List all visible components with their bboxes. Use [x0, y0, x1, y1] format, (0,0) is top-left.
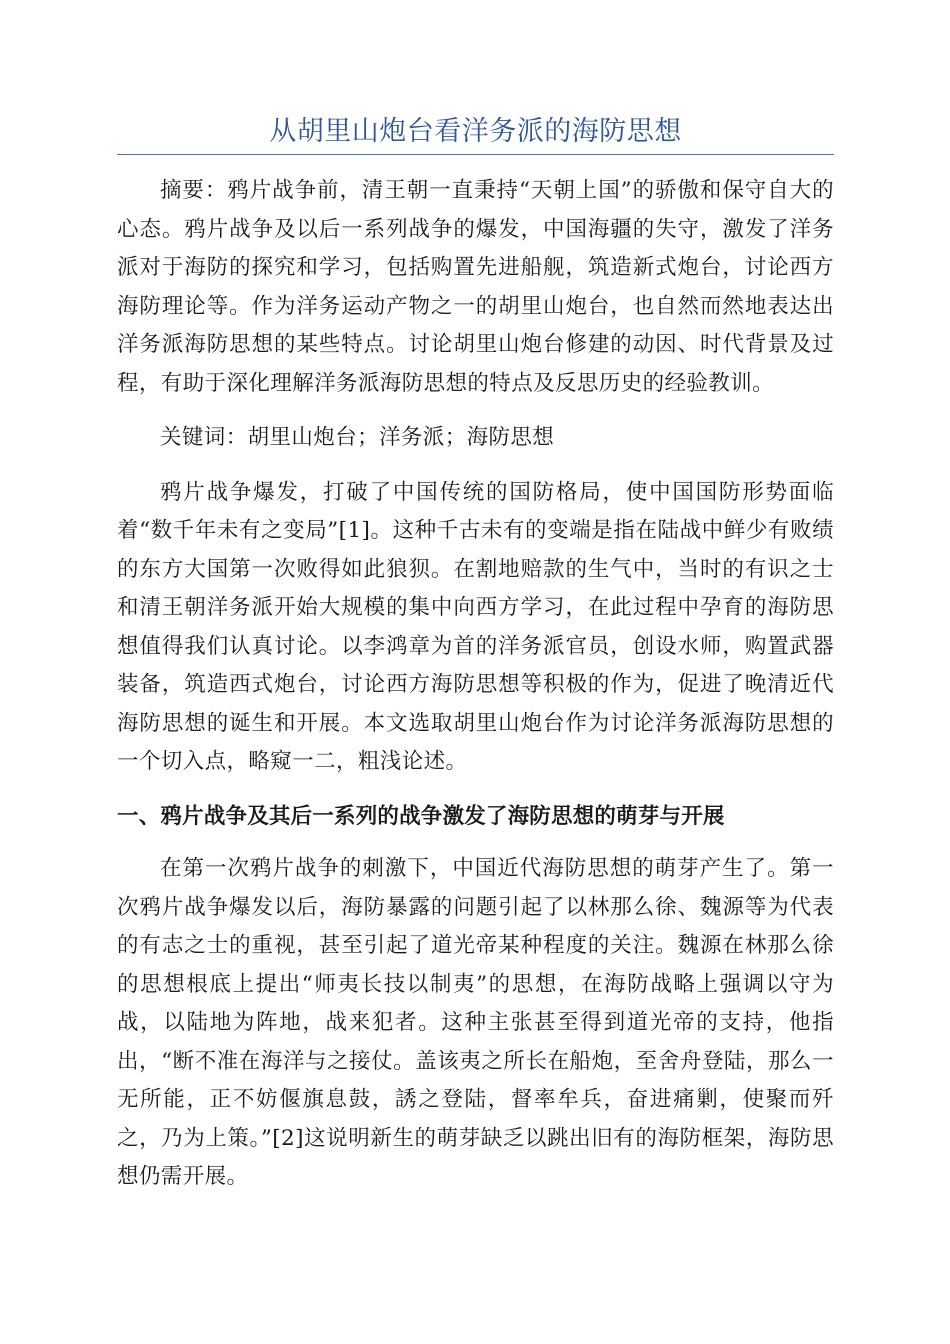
document-title: 从胡里山炮台看洋务派的海防思想 [269, 116, 682, 147]
document-body [117, 172, 834, 1213]
section-paragraph: 在第一次鸦片战争的刺激下，中国近代海防思想的萌芽产生了。第一次鸦片战争爆发以后，海防暴露的问题引起了以林那么徐、魏源等为代表的有志之士的重视，甚至引起了道光帝某种程度的关注。魏源在林那么徐的思想根底上提出“师夷长技以制夷”的思想，在海防战略上强调以守为战，以陆地为阵地，战来犯者。这种主张甚至得到道光帝的支持，他指出，“断不准在海洋与之接仗。盖该夷之所长在船炮，至舍舟登陆，那么一无所能，正不妨偃旗息鼓，誘之登陆，督率牟兵，奋进痛剿，使聚而歼之，乃为上策。”[2]这说明新生的萌芽缺乏以跳出旧有的海防框架，海防思想仍需开展。 [117, 856, 834, 1189]
title-underline [117, 154, 834, 155]
keywords-line: 关键词：胡里山炮台；洋务派；海防思想 [160, 425, 555, 450]
abstract-paragraph: 摘要：鸦片战争前，清王朝一直秉持“天朝上国”的骄傲和保守自大的心态。鸦片战争及以后一系列战争的爆发，中国海疆的失守，激发了洋务派对于海防的探究和学习，包括购置先进船舰，筑造新式炮台，讨论西方海防理论等。作为洋务运动产物之一的胡里山炮台，也自然而然地表达出洋务派海防思想的某些特点。讨论胡里山炮台修建的动因、时代背景及过程，有助于深化理解洋务派海防思想的特点及反思历史的经验教训。 [117, 178, 834, 396]
section-heading: 一、鸦片战争及其后一系列的战争激发了海防思想的萌芽与开展 [117, 803, 725, 829]
intro-paragraph: 鸦片战争爆发，打破了中国传统的国防格局，使中国国防形势面临着“数千年未有之变局”[1]。这种千古未有的变端是指在陆战中鲜少有败绩的东方大国第一次败得如此狼狈。在割地赔款的生气中，当时的有识之士和清王朝洋务派开始大规模的集中向西方学习，在此过程中孕育的海防思想值得我们认真讨论。以李鸿章为首的洋务派官员，创设水师，购置武器装备，筑造西式炮台，讨论西方海防思想等积极的作为，促进了晚清近代海防思想的诞生和开展。本文选取胡里山炮台作为讨论洋务派海防思想的一个切入点，略窥一二，粗浅论述。 [117, 479, 834, 774]
